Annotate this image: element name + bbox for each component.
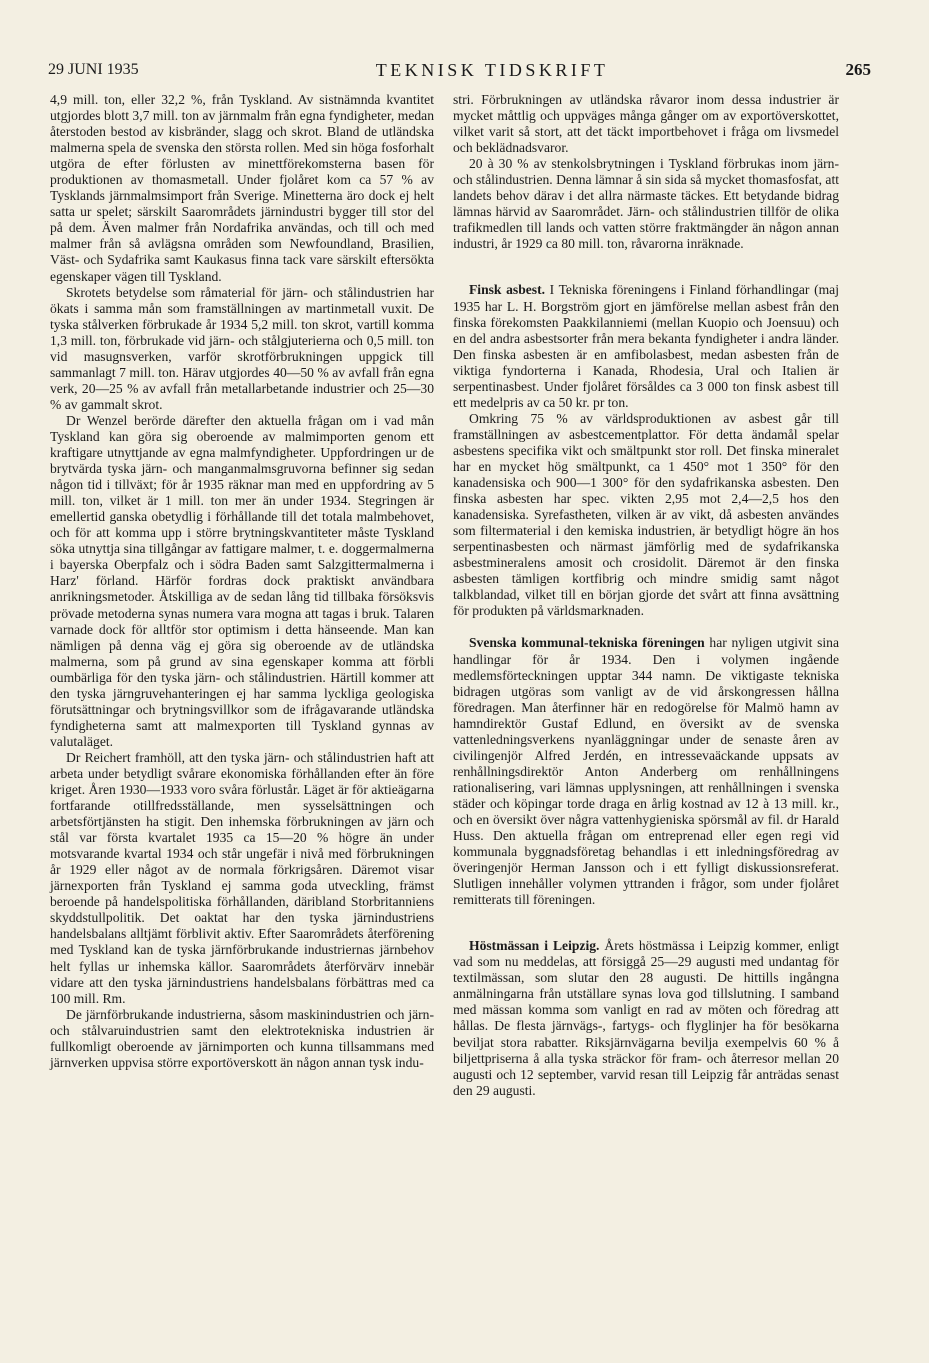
section-gap — [453, 252, 839, 282]
page-number: 265 — [845, 60, 871, 79]
right-column — [453, 92, 839, 1099]
issue-date: 29 JUNI 1935 — [48, 61, 139, 78]
left-column — [50, 92, 434, 1071]
section-hostmassan — [453, 938, 839, 1098]
journal-title: TEKNISK TIDSKRIFT — [375, 59, 609, 80]
section-gap — [453, 619, 839, 635]
paragraph: Skrotets betydelse som råmaterial för järn- och stålindustrien har ökats i samma mån som framställningen av martinmetall vuxit. De tyska stålverken förbrukade år 1934 5,2 mill. ton skrot, vartill komma 1,3 mill. ton, förbrukade vid järn- och stålgjuterierna och 0,5 mill. ton vid masugnsverken, varför skrotförbrukningen uppgick till sammanlagt 7 mill. ton. Härav utgjordes 40—50 % av avfall från egna verk, 20—25 % av avfall från metallarbetande industrier och 25—30 % av gammalt skrot. — [50, 284, 434, 412]
paragraph: Dr Reichert framhöll, att den tyska järn- och stålindustrien haft att arbeta under betydligt svårare ekonomiska förhållanden efter än före kriget. Åren 1930—1933 voro svåra förlustår. Läget är för aktieägarna fortfarande otillfredsställande, men sysselsättningen och arbetsförtjänsten ha stigit. Den inhemska förbrukningen av järn och stål var första kvartalet 1935 ca 15—20 % högre än under motsvarande kvartal 1934 och står ungefär i nivå med förbrukningen år 1929 eller något av de normala förkrigsåren. Däremot visar järnexporten från Tyskland ej samma goda utveckling, främst beroende på handelspolitiska förhållanden, däribland Storbritanniens skyddstullpolitik. Det oaktat har den tyska järnindustriens handelsbalans alltjämt förblivit aktiv. Efter Saarområdets återförening med Tyskland kan de tyska järnförbrukande industriernas järnbehov helt fyllas ur inhemska källor. Saarområdets återförvärv innebär vidare att den tyska järnindustriens handelsbalans förbättras med ca 100 mill. Rm. — [50, 749, 434, 1006]
section-text: Årets höstmässa i Leipzig kommer, enligt vad som nu meddelas, att försiggå 25—29 augusti med undantag för textilmässan, som slutar den 28 augusti. De hittills ingångna anmälningarna från utställare synas lova god tillslutning. I samband med mässan komma som vanligt en rad av möten och föredrag att hållas. De flesta järnvägs-, fartygs- och flyglinjer ha för besökarna beviljat stora rabatter. Riksjärnvägarna bevilja exempelvis 60 % å biljettpriserna å alla tyska sträckor för fram- och återresor mellan 20 augusti och 12 september, varvid resan till Leipzig får anträdas senast den 29 augusti. — [453, 938, 840, 1098]
paragraph: 20 à 30 % av stenkolsbrytningen i Tyskland förbrukas inom järn- och stålindustrien. Denna lämnar å sin sida så mycket thomasfosfat, att landets behov därav i det allra närmaste täckes. Ett betydande bidrag lämnas härvid av Saarområdet. Järn- och stålindustrien tillför de olika trafikmedlen till lands och vatten större fraktmängder än någon annan industri, år 1929 ca 80 mill. ton, råvarorna inräknade. — [453, 156, 839, 252]
paragraph: De järnförbrukande industrierna, såsom maskinindustrien och järn- och stålvaruindustrien samt den elektrotekniska industrien är fullkomligt oberoende av järnimporten och kunna tillsammans med järnverken uppvisa större exportöverskott än någon annan tysk indu- — [50, 1006, 434, 1070]
section-heading: Finsk asbest. — [469, 282, 546, 298]
section-heading: Höstmässan i Leipzig. — [469, 938, 600, 954]
paragraph: 4,9 mill. ton, eller 32,2 %, från Tyskland. Av sistnämnda kvantitet utgjordes blott 3,7 mill. ton av järnmalm från egna fyndigheter, medan återstoden bestod av kisbränder, slagg och skrot. Bland de utländska malmerna spela de svenska den största rollen. Med sin höga fosforhalt utgöra de efter förlusten av minettförekomsterna basen för produktionen av thomasmetall. Under fjolåret kom ca 57 % av Tysklands järnmalmsimport från Sverige. Minetterna äro dock ej helt satta ur spelet; särskilt Saarområdets järnindustri bygger till stor del på dem. Även malmer från Nordafrika användas, och till och med malmer från så avlägsna områden som Newfoundland, Brasilien, Väst- och Sydafrika samt Kaukasus finna tack vare särskilt eftersökta egenskaper vägen till Tyskland. — [50, 92, 434, 284]
section-text: I Tekniska föreningens i Finland förhandlingar (maj 1935 har L. H. Borgström gjort en jämförelse mellan asbest från den finska förekomsten Paakkilanniemi (mellan Kuopio och Joensuu) och en del andra asbestsorter från mera bekanta fyndigheter i andra länder. Den finska asbesten är en amfibolasbest, medan asbesten från de viktiga fyndorterna i Kanada, Rhodesia, Ural och Italien är serpentinasbest. Under fjolåret försåldes ca 3 000 ton finsk asbest till ett medelpris av ca 50 kr. pr ton. — [453, 282, 839, 410]
paragraph: stri. Förbrukningen av utländska råvaror inom dessa industrier är mycket måttlig och uppväges många gånger om av exportöverskottet, vilket varit så stort, att det täckt importbehovet i fråga om livsmedel och beklädnadsvaror. — [453, 92, 839, 156]
section-kommunal-tekniska — [453, 635, 839, 908]
section-gap — [453, 908, 839, 938]
section-finsk-asbest — [453, 282, 839, 410]
paragraph: Omkring 75 % av världsproduktionen av asbest går till framställningen av asbestcementplattor. För detta ändamål spelar asbestens specifika vikt och smältpunkt stor roll. Det finska mineralet har en mycket hög smältpunkt, ca 1 450° mot 1 350° för den kanadensiska och 900—1 300° för den sydafrikanska asbesten. Den finska asbesten har spec. vikten 2,95 mot 2,4—2,5 hos den kanadensiska. Syrefastheten, vilken är av vikt, då asbesten användes som filtermaterial i den kemiska industrien, är betydligt högre än hos serpentinasbesten och närmast jämförlig med de sydafrikanska asbestmineralens amosit och crosidolit. Däremot är den finska asbesten tämligen kortfibrig och mindre smidig samt något talkblandad, vilket till en början gjorde det svårt att finna avsättning för produkten på världsmarknaden. — [453, 410, 839, 619]
section-heading: Svenska kommunal-tekniska föreningen — [469, 635, 705, 651]
section-text: har nyligen utgivit sina handlingar för år 1934. Den i volymen ingående medlemsförteckningen upptar 344 namn. De viktigaste tekniska bidragen utgöras som vanligt av de vid årskongressen hållna föredragen. Man återfinner här en redogörelse för Malmö hamn av hamndirektör Gustaf Edlund, en översikt av de svenska vattenledningsverkens nyanläggningar under de senaste åren av civilingenjör Alfred Jerdén, en intressevaäckande uppsats av renhållningsdirektör Anton Anderberg om renhållningens rationalisering, vari lämnas upplysningen, att renhållningen i svenska städer och köpingar torde draga en årlig kostnad av 12 à 13 mill. kr., och en översikt över några vattenhygieniska spörsmål av fil. dr Harald Huss. Den aktuella frågan om entreprenad eller egen regi vid kommunala byggnadsföretag behandlas i ett inledningsföredrag av överingenjör Herman Jansson och i ett fylligt diskussionsreferat. Slutligen innehåller volymen yttranden i frågor, som under fjolåret remitterats till föreningen. — [453, 635, 839, 908]
page-header — [48, 58, 871, 82]
paragraph: Dr Wenzel berörde därefter den aktuella frågan om i vad mån Tyskland kan göra sig oberoende av malmimporten genom ett kraftigare utnyttjande av egna malmfyndigheter. Uppfordringen ur de brytvärda tyska järn- och manganmalmsgruvorna befinner sig sedan någon tid i tillväxt; för år 1935 räknar man med en uppfordring av 5 mill. ton, vilket är 1 mill. ton mer än under 1934. Stegringen är emellertid ganska obetydlig i förhållande till det totala malmbehovet, och för att komma upp i större brytningskvantiteter måste Tyskland söka utnyttja sina tillgångar av fattigare malmer, t. e. doggermalmerna i bayerska Oberpfalz och i södra Baden samt Salzgittermalmerna i Harz' förland. Härför fordras dock praktiskt användbara anrikningsmetoder. Åtskilliga av de sedan lång tid tillbaka försöksvis prövade metoderna synas numera vara mogna att tagas i bruk. Talaren varnade dock för alltför stor optimism i detta hänseende. Man kan nämligen på denna väg ej göra sig oberoende av de utländska malmerna, som på grund av sina egenskaper komma att förbli oumbärliga för den tyska järn- och stålindustrien. Härtill kommer att den tyska järngruvehanteringen ej har samma lyckliga geologiska förutsättningar och brytningsvillkor som de ifrågavarande utländska fyndigheterna samt att malmexporten till Tyskland gynnas av valutaläget. — [50, 412, 434, 749]
